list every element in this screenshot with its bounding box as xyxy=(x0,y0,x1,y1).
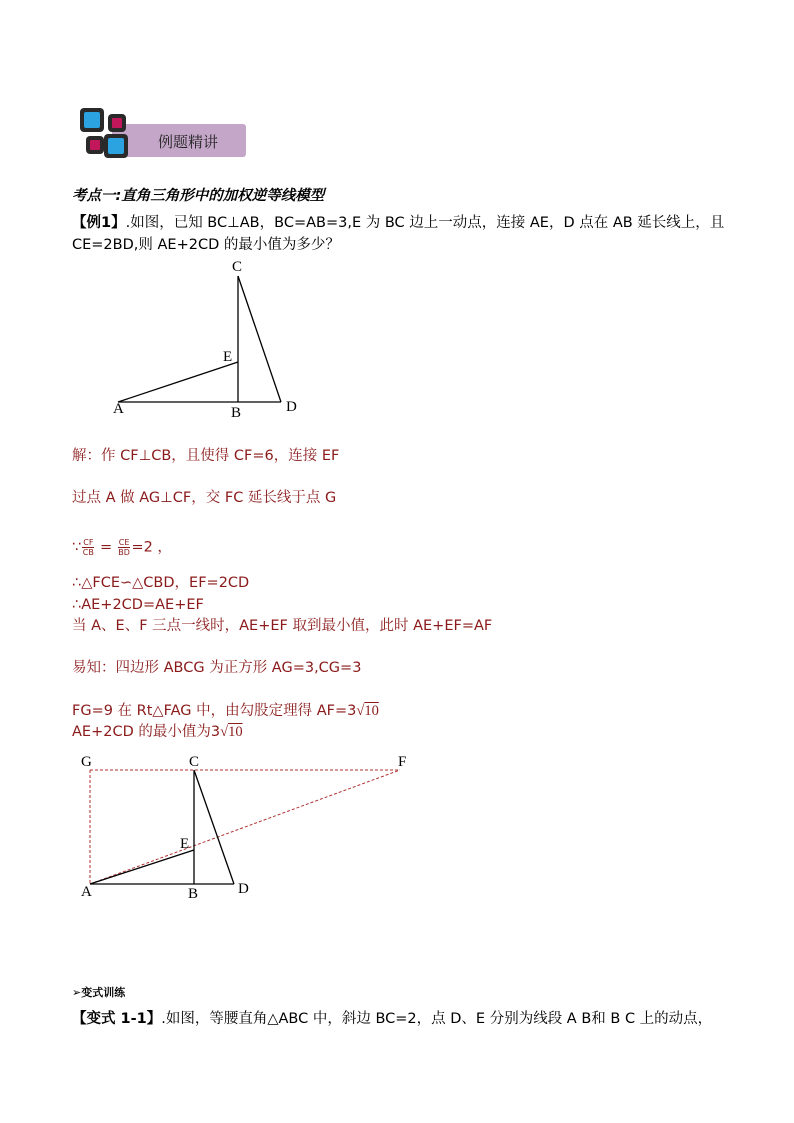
equals-sign: = xyxy=(100,539,113,556)
fraction-ce-bd xyxy=(118,538,131,557)
fig2-label-d: D xyxy=(238,881,249,897)
solution-line8 xyxy=(72,702,379,720)
solution-line9 xyxy=(72,723,243,741)
solution-line3 xyxy=(72,538,172,557)
squares-logo-icon xyxy=(78,106,130,162)
fig2-label-g: G xyxy=(81,754,92,770)
variant-heading xyxy=(72,984,125,1000)
line3-tail: =2 ， xyxy=(131,539,172,556)
frac1-den: CB xyxy=(82,548,94,557)
solution-line1: 解：作 CF⊥CB，且使得 CF=6，连接 EF xyxy=(72,448,340,464)
fig2-label-c: C xyxy=(189,754,200,770)
solution-line6: 当 A、E、F 三点一线时，AE+EF 取到最小值，此时 AE+EF=AF xyxy=(72,618,493,634)
fig2-label-e: E xyxy=(180,836,190,852)
example1-line2: CE=2BD,则 AE+2CD 的最小值为多少？ xyxy=(72,237,340,253)
line9-text: AE+2CD 的最小值为3 xyxy=(72,724,221,740)
because-symbol: ∵ xyxy=(72,539,82,556)
fig2-label-a: A xyxy=(81,884,92,900)
fig1-label-a: A xyxy=(113,401,124,417)
fig1-label-d: D xyxy=(286,399,297,415)
fig1-label-c: C xyxy=(232,259,243,275)
solution-line4: ∴△FCE∽△CBD，EF=2CD xyxy=(72,575,250,591)
variant1-line1 xyxy=(72,1010,712,1028)
solution-line2: 过点 A 做 AG⊥CF，交 FC 延长线于点 G xyxy=(72,490,337,506)
variant1-tag: 【变式 1-1】 xyxy=(72,1011,162,1027)
figure-2-square-construction xyxy=(70,748,420,908)
fig1-label-b: B xyxy=(231,405,242,421)
example1-line1 xyxy=(72,214,724,232)
sqrt-10: √10 xyxy=(356,703,379,719)
line8-text: FG=9 在 Rt△FAG 中，由勾股定理得 AF=3 xyxy=(72,703,357,719)
frac2-den: BD xyxy=(118,548,130,557)
example1-tag: 【例1】 xyxy=(72,215,126,231)
variant1-text: .如图，等腰直角△ABC 中，斜边 BC=2，点 D、E 分别为线段 A B和 B C 上的动点， xyxy=(161,1011,713,1027)
arrow-marker-icon: ➢ xyxy=(72,986,82,999)
example1-text: .如图，已知 BC⊥AB，BC=AB=3,E 为 BC 边上一动点，连接 AE，D 点在 AB 延长线上，且 xyxy=(125,215,725,231)
frac2-num: CE xyxy=(118,538,130,547)
section-heading: 考点一:直角三角形中的加权逆等线模型 xyxy=(72,188,325,204)
figure-1-triangle xyxy=(100,252,320,424)
fig1-label-e: E xyxy=(223,349,233,365)
solution-line7: 易知：四边形 ABCG 为正方形 AG=3,CG=3 xyxy=(72,660,362,676)
banner-title: 例题精讲 xyxy=(158,133,219,151)
sqrt-10-answer: √10 xyxy=(220,724,243,740)
fig2-label-b: B xyxy=(188,886,199,902)
fraction-cf-cb xyxy=(82,538,94,557)
fig2-label-f: F xyxy=(398,754,407,770)
solution-line5: ∴AE+2CD=AE+EF xyxy=(72,597,204,613)
frac1-num: CF xyxy=(83,538,94,547)
variant-heading-text: 变式训练 xyxy=(81,986,126,999)
